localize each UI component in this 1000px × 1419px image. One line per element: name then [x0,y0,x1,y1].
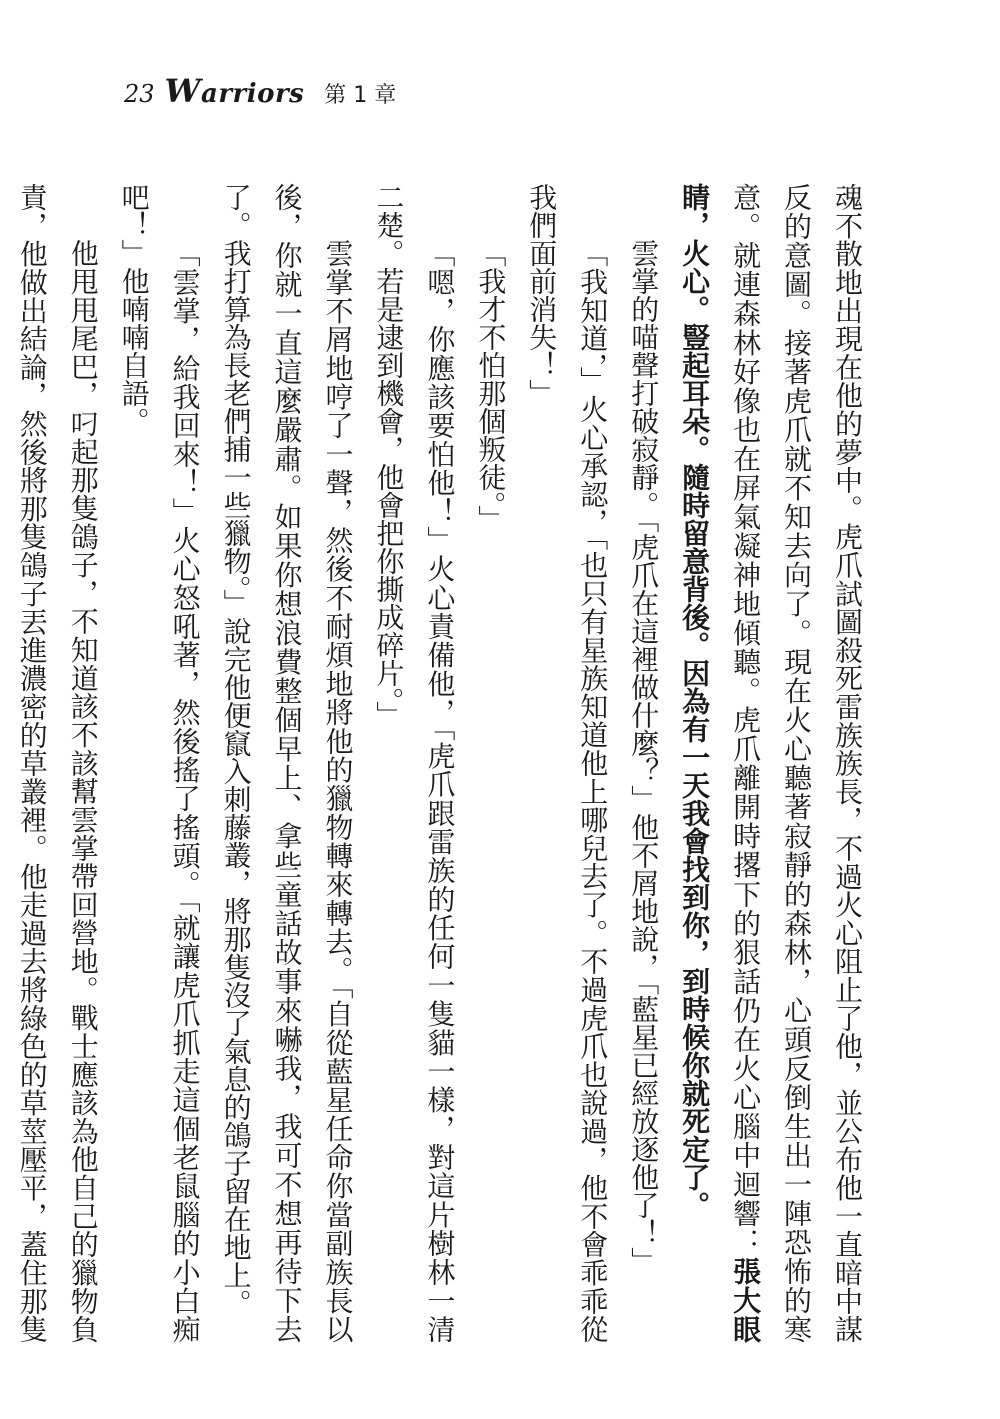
body-text [15,183,872,1344]
page-number: 23 [124,80,155,108]
paragraph-6: 雲掌不屑地哼了一聲，然後不耐煩地將他的獵物轉來轉去。「自從藍星任命你當副族長以後，你就一直這麼嚴肅。如果你想浪費整個早上、拿些童話故事來嚇我，我可不想再待下去了。我打算為長老們捕一些獵物。」說完他便竄入刺藤叢，將那隻沒了氣息的鴿子留在地上。 [219,183,355,1343]
paragraph-1 [668,183,872,1343]
paragraph-7: 「雲掌，給我回來！」火心怒吼著，然後搖了搖頭。「就讓虎爪抓走這個老鼠腦的小白痴吧！」他喃喃自語。 [117,183,202,1343]
series-title [165,72,305,110]
paragraph-5: 「嗯，你應該要怕他！」火心責備他，「虎爪跟雷族的任何一隻貓一樣，對這片樹林一清二楚。若是逮到機會，他會把你撕成碎片。」 [372,183,457,1343]
chapter-label: 第 1 章 [324,83,397,108]
paragraph-4: 「我才不怕那個叛徒。」 [474,239,508,533]
series-title-initial: W [164,72,201,110]
paragraph-3: 「我知道，」火心承認，「也只有星族知道他上哪兒去了。不過虎爪也說過，他不會乖乖從我們面前消失！」 [525,183,610,1343]
page-header [124,72,396,112]
paragraph-1-text: 魂不散地出現在他的夢中。虎爪試圖殺死雷族族長，不過火心阻止了他，並公布他一直暗中謀反的意圖。接著虎爪就不知去向了。現在火心聽著寂靜的森林，心頭反倒生出一陣恐怖的寒意。就連森林好像也在屏氣凝神地傾聽。虎爪離開時撂下的狠話仍在火心腦中迴響： [729,183,864,1343]
paragraph-2: 雲掌的喵聲打破寂靜。「虎爪在這裡做什麼？」他不屑地說，「藍星已經放逐他了！」 [627,239,661,1275]
paragraph-1-bold-text: 張大眼睛，火心。豎起耳朵。隨時留意背後。因為有一天我會找到你，到時候你就死定了。 [678,183,763,1344]
paragraph-8: 他甩甩尾巴，叼起那隻鴿子，不知道該不該幫雲掌帶回營地。戰士應該為他自己的獵物負責，他做出結論，然後將那隻鴿子丟進濃密的草叢裡。他走過去將綠色的草莖壓平，蓋住那隻 [15,183,100,1343]
series-title-rest: arriors [200,79,305,109]
